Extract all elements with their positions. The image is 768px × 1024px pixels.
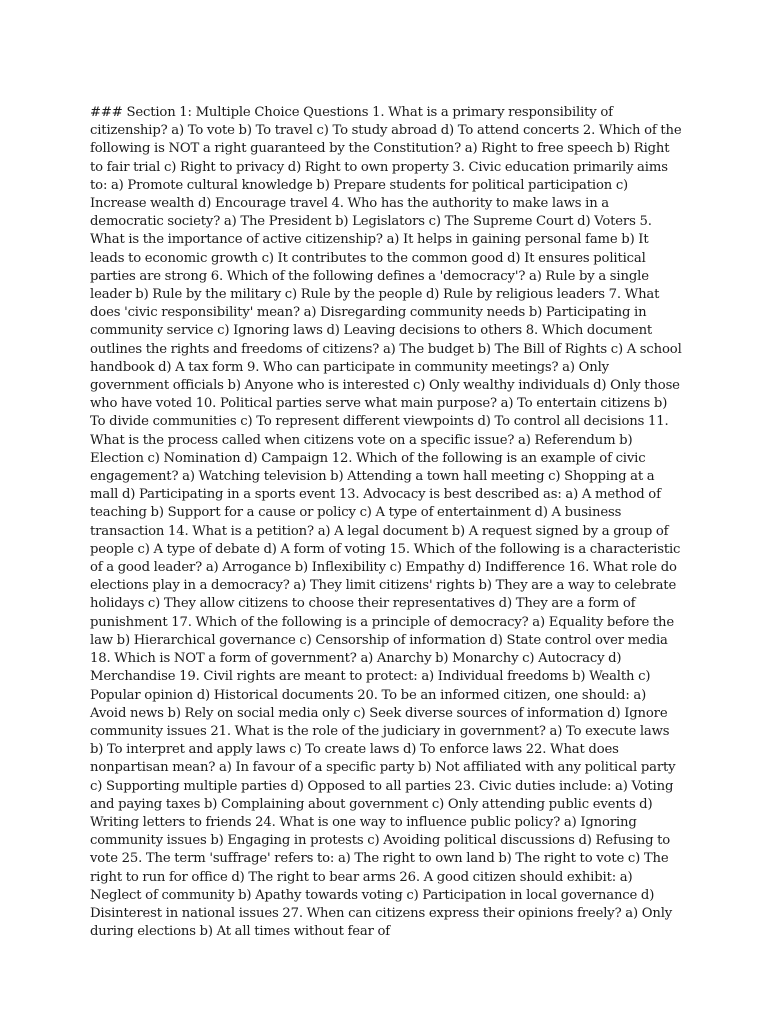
document-page xyxy=(90,104,682,941)
quiz-body-text: ### Section 1: Multiple Choice Questions 1. What is a primary responsibility of citizenship? a) To vote b) To travel c) To study abroad d) To attend concerts 2. Which of the following is NOT a right guaranteed by the Constitution? a) Right to free speech b) Right to fair trial c) Right to privacy d) Right to own property 3. Civic education primarily aims to: a) Promote cultural knowledge b) Prepare students for political participation c) Increase wealth d) Encourage travel 4. Who has the authority to make laws in a democratic society? a) The President b) Legislators c) The Supreme Court d) Voters 5. What is the importance of active citizenship? a) It helps in gaining personal fame b) It leads to economic growth c) It contributes to the common good d) It ensures political parties are strong 6. Which of the following defines a 'democracy'? a) Rule by a single leader b) Rule by the military c) Rule by the people d) Rule by religious leaders 7. What does 'civic responsibility' mean? a) Disregarding community needs b) Participating in community service c) Ignoring laws d) Leaving decisions to others 8. Which document outlines the rights and freedoms of citizens? a) The budget b) The Bill of Rights c) A school handbook d) A tax form 9. Who can participate in community meetings? a) Only government officials b) Anyone who is interested c) Only wealthy individuals d) Only those who have voted 10. Political parties serve what main purpose? a) To entertain citizens b) To divide communities c) To represent different viewpoints d) To control all decisions 11. What is the process called when citizens vote on a specific issue? a) Referendum b) Election c) Nomination d) Campaign 12. Which of the following is an example of civic engagement? a) Watching television b) Attending a town hall meeting c) Shopping at a mall d) Participating in a sports event 13. Advocacy is best described as: a) A method of teaching b) Support for a cause or policy c) A type of entertainment d) A business transaction 14. What is a petition? a) A legal document b) A request signed by a group of people c) A type of debate d) A form of voting 15. Which of the following is a characteristic of a good leader? a) Arrogance b) Inflexibility c) Empathy d) Indifference 16. What role do elections play in a democracy? a) They limit citizens' rights b) They are a way to celebrate holidays c) They allow citizens to choose their representatives d) They are a form of punishment 17. Which of the following is a principle of democracy? a) Equality before the law b) Hierarchical governance c) Censorship of information d) State control over media 18. Which is NOT a form of government? a) Anarchy b) Monarchy c) Autocracy d) Merchandise 19. Civil rights are meant to protect: a) Individual freedoms b) Wealth c) Popular opinion d) Historical documents 20. To be an informed citizen, one should: a) Avoid news b) Rely on social media only c) Seek diverse sources of information d) Ignore community issues 21. What is the role of the judiciary in government? a) To execute laws b) To interpret and apply laws c) To create laws d) To enforce laws 22. What does nonpartisan mean? a) In favour of a specific party b) Not affiliated with any political party c) Supporting multiple parties d) Opposed to all parties 23. Civic duties include: a) Voting and paying taxes b) Complaining about government c) Only attending public events d) Writing letters to friends 24. What is one way to influence public policy? a) Ignoring community issues b) Engaging in protests c) Avoiding political discussions d) Refusing to vote 25. The term 'suffrage' refers to: a) The right to own land b) The right to vote c) The right to run for office d) The right to bear arms 26. A good citizen should exhibit: a) Neglect of community b) Apathy towards voting c) Participation in local governance d) Disinterest in national issues 27. When can citizens express their opinions freely? a) Only during elections b) At all times without fear of xyxy=(90,105,682,940)
